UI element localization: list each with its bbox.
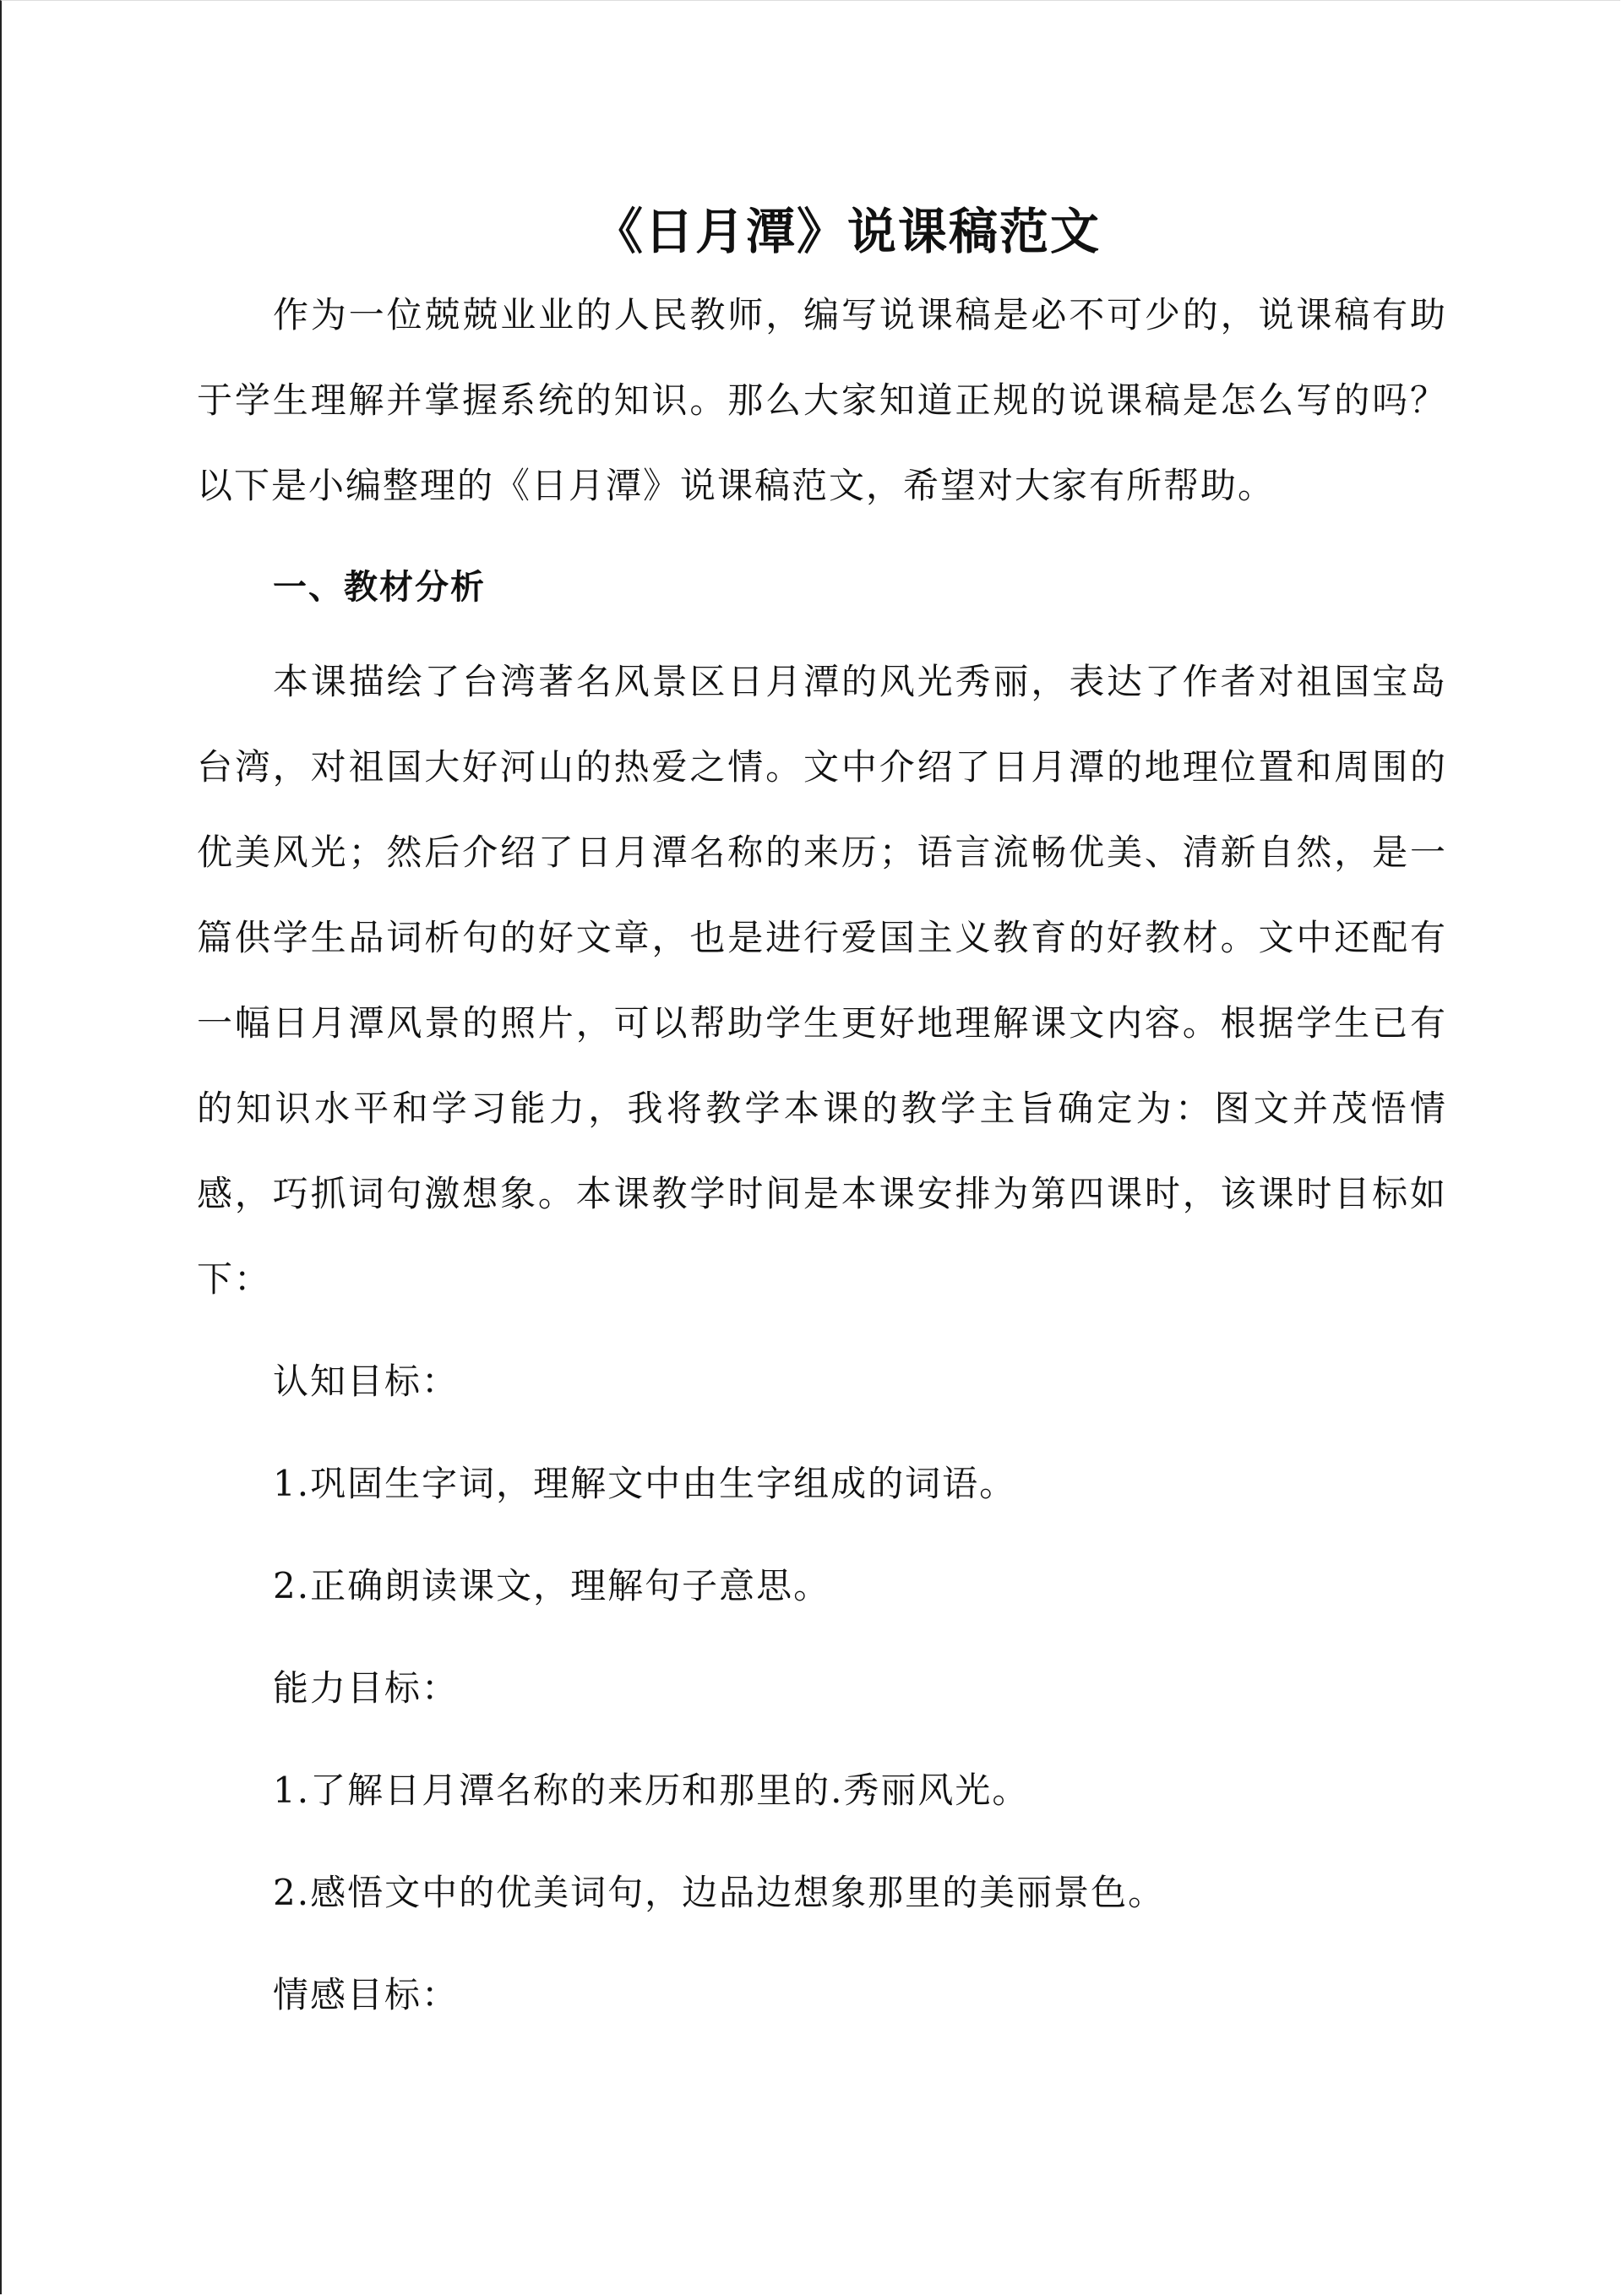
- textbook-analysis-paragraph: 本课描绘了台湾著名风景区日月潭的风光秀丽，表达了作者对祖国宝岛台湾，对祖国大好河山的热爱之情。文中介绍了日月潭的地理位置和周围的优美风光；然后介绍了日月潭名称的来历；语言流畅优美、清新自然，是一篇供学生品词析句的好文章，也是进行爱国主义教育的好教材。文中还配有一幅日月潭风景的照片，可以帮助学生更好地理解课文内容。根据学生已有的知识水平和学习能力，我将教学本课的教学主旨确定为：图文并茂悟情感，巧抓词句激想象。本课教学时间是本课安排为第四课时，该课时目标如下：: [197, 661, 1447, 1300]
- ability-goal-item: 2.感悟文中的优美词句，边品边想象那里的美丽景色。: [273, 1872, 1166, 1913]
- cognitive-goals-label: 认知目标：: [273, 1361, 460, 1402]
- cognitive-goal-item: 2.正确朗读课文，理解句子意思。: [273, 1565, 831, 1606]
- ability-goal-item: 1.了解日月潭名称的来历和那里的.秀丽风光。: [273, 1770, 1030, 1811]
- document-content: [197, 191, 1447, 2046]
- section-heading-textbook-analysis: 一、教材分析: [273, 568, 486, 607]
- emotion-goals-label: 情感目标：: [273, 1974, 460, 2015]
- cognitive-goal-item: 1.巩固生字词，理解文中由生字组成的词语。: [273, 1463, 1017, 1504]
- intro-paragraph: 作为一位兢兢业业的人民教师，编写说课稿是必不可少的，说课稿有助于学生理解并掌握系统的知识。那么大家知道正规的说课稿是怎么写的吗？以下是小编整理的《日月潭》说课稿范文，希望对大家有所帮助。: [197, 294, 1447, 506]
- ability-goals-label: 能力目标：: [273, 1667, 460, 1709]
- document-title: 《日月潭》说课稿范文: [593, 203, 1101, 260]
